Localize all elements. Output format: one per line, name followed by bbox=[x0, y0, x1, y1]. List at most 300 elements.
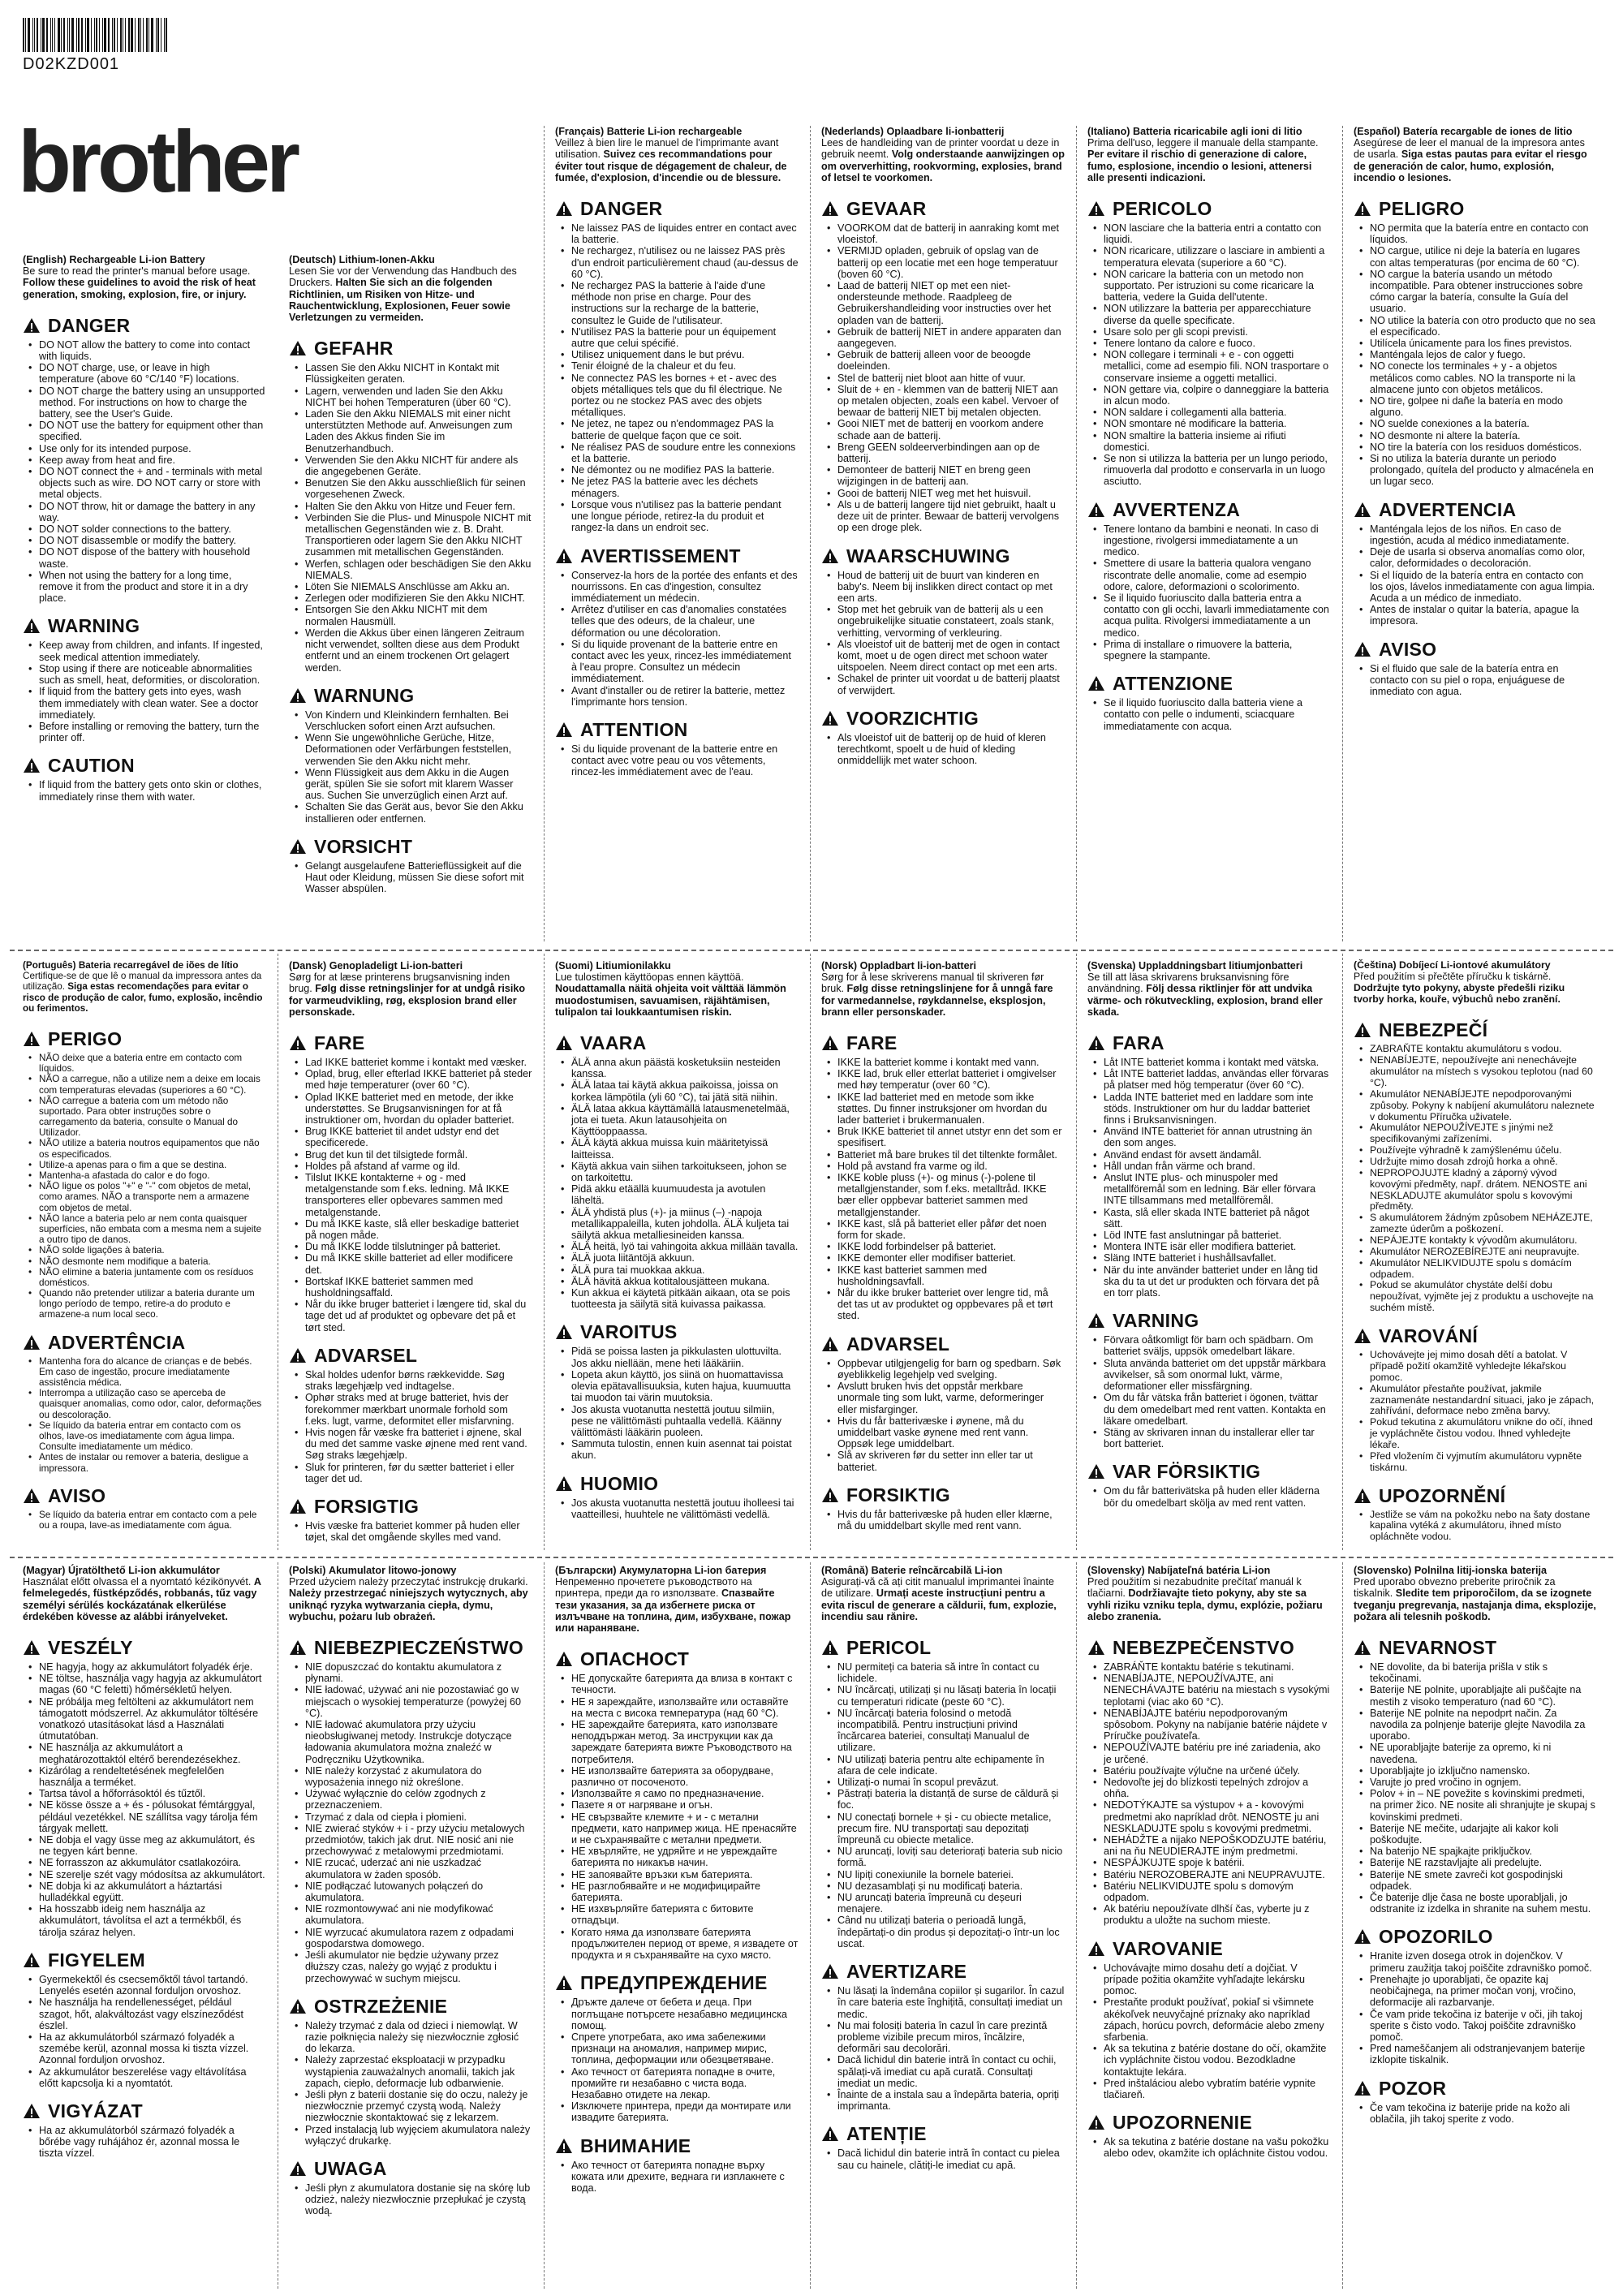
hazard-block bbox=[821, 1637, 1065, 1949]
hazard-heading-text: NEBEZPEČENSTVO bbox=[1113, 1637, 1295, 1659]
intro-guideline: Dodržujte tyto pokyny, abyste předešli riziku tvorby horka, kouře, výbuchů nebo zranění. bbox=[1354, 981, 1565, 1005]
warning-triangle-icon bbox=[555, 200, 573, 217]
warning-triangle-icon bbox=[555, 1324, 573, 1340]
list-item: • Lad IKKE batteriet komme i kontakt med væsker. bbox=[305, 1057, 532, 1068]
list-item: • Pokud tekutina z akumulátoru vnikne do očí, ihned je vypláchněte čistou vodou. Ihned vyhledejte lékaře. bbox=[1370, 1417, 1597, 1451]
list-item: • Werden die Akkus über einen längeren Zeitraum nicht verwendet, sollten diese aus dem Produkt entfernt und an einem trockenen Ort gelagert werden. bbox=[305, 627, 532, 674]
section-intro bbox=[555, 960, 799, 1018]
warning-triangle-icon bbox=[289, 687, 307, 704]
hazard-list bbox=[1087, 1485, 1331, 1508]
hazard-block bbox=[1354, 1325, 1597, 1473]
list-item: • Se líquido da bateria entrar em contacto com a pele ou a roupa, lave-as imediatamente com água. bbox=[39, 1510, 266, 1531]
list-item: • Benutzen Sie den Akku ausschließlich für seinen vorgesehenen Zweck. bbox=[305, 477, 532, 500]
section-title: Polnilna litij-ionska baterija bbox=[1414, 1565, 1547, 1576]
hazard-block bbox=[289, 1032, 532, 1333]
list-item: • Utilícela únicamente para los fines previstos. bbox=[1370, 338, 1597, 349]
hazard-heading-text: AVERTIZARE bbox=[846, 1961, 967, 1983]
list-item: • Als vloeistof uit de batterij met de ogen in contact komt, moet u de ogen direct met schoon water uitspoelen. Neem direct contact op met een arts. bbox=[837, 639, 1065, 674]
list-item: • Si du liquide provenant de la batterie entre en contact avec les yeux, rincez-les immédiatement à l'eau propre. Consultez un médecin immédiatement. bbox=[571, 639, 799, 685]
hazard-block bbox=[821, 1333, 1065, 1473]
intro-guideline: Siga estas recomendações para evitar o risco de produção de calor, fumo, explosão, incêndio ou ferimentos. bbox=[23, 981, 263, 1014]
hazard-heading-text: ОПАСНОСТ bbox=[580, 1648, 690, 1670]
list-item: • NE használja az akkumulátort a meghatározottaktól eltérő berendezésekhez. bbox=[39, 1742, 266, 1764]
language-section bbox=[1087, 1565, 1331, 2160]
language-section bbox=[1354, 960, 1597, 1543]
hazard-list bbox=[821, 2147, 1065, 2170]
hazard-block bbox=[23, 1028, 266, 1320]
list-item: • DO NOT charge the battery using an unsupported method. For instructions on how to charge the battery, see the User's Guide. bbox=[39, 386, 266, 420]
section-intro bbox=[1354, 126, 1597, 183]
list-item: • Använd INTE batteriet för annan utrustning än den som anges. bbox=[1104, 1126, 1331, 1148]
hazard-block bbox=[1354, 1926, 1597, 2066]
list-item: • НЕ изхвърляйте батерията с битовите отпадъци. bbox=[571, 1903, 799, 1926]
list-item: • NE szerelje szét vagy módosítsa az akkumulátort. bbox=[39, 1869, 266, 1880]
list-item: • Verbinden Sie die Plus- und Minuspole NICHT mit metallischen Gegenständen wie z. B. Draht. Transportieren oder lagern Sie den Akku NICHT zusammen mit metallischen Gegenständen. bbox=[305, 512, 532, 558]
list-item: • Batériu používajte výlučne na určené účely. bbox=[1104, 1765, 1331, 1777]
list-item: • Tartsa távol a hőforrásoktól és tűztől. bbox=[39, 1788, 266, 1799]
list-item: • Keep away from children, and infants. If ingested, seek medical attention immediately. bbox=[39, 640, 266, 662]
hazard-heading bbox=[289, 2158, 532, 2179]
hazard-heading-text: NEBEZPEČÍ bbox=[1379, 1019, 1488, 1041]
language-label: (Español) bbox=[1354, 126, 1401, 137]
hazard-heading bbox=[289, 1996, 532, 2017]
language-label: (English) bbox=[23, 254, 67, 265]
intro-guideline: Noudattamalla näitä ohjeita voit välttää lämmön muodostumisen, savuamisen, räjähtämisen, tulipalon tai loukkaantumisen riskin. bbox=[555, 983, 786, 1018]
list-item: • Păstrați bateria la distanță de surse de căldură și foc. bbox=[837, 1788, 1065, 1811]
list-item: • Manténgala lejos de los niños. En caso de ingestión, acuda al médico inmediatamente. bbox=[1370, 523, 1597, 546]
hazard-heading bbox=[555, 1321, 799, 1342]
list-item: • DO NOT dispose of the battery with household waste. bbox=[39, 546, 266, 569]
section-intro bbox=[1087, 1565, 1331, 1622]
hazard-block bbox=[821, 708, 1065, 767]
hazard-heading-text: OPOZORILO bbox=[1379, 1926, 1493, 1948]
list-item: • NU conectați bornele + și - cu obiecte metalice, precum fire. NU transportați sau depozitați împreună cu obiecte metalice. bbox=[837, 1811, 1065, 1846]
list-item: • НЕ зареждайте батерията, като използвате неподдържан метод. За инструкции как да зареждате батерията вижте Ръководството на потребителя. bbox=[571, 1719, 799, 1765]
hazard-heading-text: ADVARSEL bbox=[846, 1333, 950, 1355]
hazard-heading bbox=[23, 1028, 266, 1049]
list-item: • Antes de instalar o quitar la batería, apague la impresora. bbox=[1370, 604, 1597, 627]
list-item: • Akumulátor NELIKVIDUJTE spolu s domácím odpadem. bbox=[1370, 1258, 1597, 1281]
list-item: • N'utilisez PAS la batterie pour un équipement autre que celui spécifié. bbox=[571, 326, 799, 349]
section-intro bbox=[1087, 126, 1331, 183]
list-item: • Na baterijo NE spajkajte priključkov. bbox=[1370, 1846, 1597, 1857]
section-intro bbox=[821, 126, 1065, 183]
list-item: • НЕ хвърляйте, не удряйте и не увреждайте батерията по никакъв начин. bbox=[571, 1846, 799, 1868]
hazard-heading-text: VORSICHT bbox=[314, 835, 413, 857]
list-item: • Pidä akku etäällä kuumuudesta ja avotulen läheltä. bbox=[571, 1183, 799, 1206]
hazard-heading-text: ATENȚIE bbox=[846, 2123, 927, 2145]
list-item: • Akumulátor NEROZEBÍREJTE ani neupravujte. bbox=[1370, 1247, 1597, 1258]
list-item: • Låt INTE batteriet laddas, användas eller förvaras på platser med hög temperatur (över 60 °C). bbox=[1104, 1068, 1331, 1091]
intro-text: Sørg for at læse printerens brugsanvisning inden brug. bbox=[289, 971, 510, 995]
list-item: • Anslut INTE plus- och minuspoler med metallföremål som en ledning. Bär eller förvara INTE tillsammans med metallföremål. bbox=[1104, 1172, 1331, 1207]
list-item: • Laden Sie den Akku NIEMALS mit einer nicht unterstützten Methode auf. Anweisungen zum Laden des Akkus finden Sie im Benutzerhandbuch. bbox=[305, 408, 532, 454]
hazard-block bbox=[1354, 1485, 1597, 1544]
list-item: • Používejte výhradně k zamýšlenému účelu. bbox=[1370, 1145, 1597, 1157]
list-item: • Bruk IKKE batteriet til annet utstyr enn det som er spesifisert. bbox=[837, 1126, 1065, 1148]
list-item: • När du inte använder batteriet under en lång tid ska du ta ut det ur produkten och förvara det på en torr plats. bbox=[1104, 1264, 1331, 1299]
hazard-block bbox=[1354, 198, 1597, 488]
hazard-block bbox=[555, 1972, 799, 2123]
list-item: • Löd INTE fast anslutningar på batteriet. bbox=[1104, 1230, 1331, 1241]
hazard-heading bbox=[23, 2100, 266, 2122]
hazard-heading bbox=[23, 315, 266, 336]
intro-guideline: Følg disse retningslinjene for å unngå fare for varmedannelse, røykdannelse, eksplosjon, brann eller personskader. bbox=[821, 983, 1053, 1018]
hazard-list bbox=[1354, 2102, 1597, 2125]
hazard-block bbox=[23, 315, 266, 605]
list-item: • ÄLÄ lataa tai käytä akkua paikoissa, joissa on korkea lämpötila (yli 60 °C), tai jätä sitä niihin. bbox=[571, 1079, 799, 1102]
list-item: • Pokud se akumulátor chystáte delší dobu nepoužívat, vyjměte jej z produktu a uschovejte na suchém místě. bbox=[1370, 1280, 1597, 1314]
hazard-heading bbox=[555, 719, 799, 740]
hazard-heading-text: UWAGA bbox=[314, 2157, 387, 2179]
list-item: • NO tire la batería con los residuos domésticos. bbox=[1370, 442, 1597, 453]
hazard-heading bbox=[289, 685, 532, 706]
hazard-list bbox=[821, 732, 1065, 767]
warning-triangle-icon bbox=[821, 2126, 839, 2142]
hazard-heading bbox=[821, 1032, 1065, 1053]
hazard-list bbox=[821, 222, 1065, 533]
list-item: • ZABRAŇTE kontaktu akumulátoru s vodou. bbox=[1370, 1044, 1597, 1055]
warning-triangle-icon bbox=[1087, 1941, 1105, 1957]
list-item: • ÄLÄ anna akun päästä kosketuksiin nesteiden kanssa. bbox=[571, 1057, 799, 1079]
warning-triangle-icon bbox=[1354, 1488, 1371, 1504]
hazard-heading bbox=[1354, 1926, 1597, 1947]
warning-triangle-icon bbox=[1354, 1928, 1371, 1945]
list-item: • NU dezasamblați și nu modificați bateria. bbox=[837, 1880, 1065, 1892]
hazard-heading bbox=[1087, 1637, 1331, 1658]
hazard-heading bbox=[1087, 1310, 1331, 1331]
intro-guideline: Följ dessa riktlinjer för att undvika värme- och rökutveckling, explosion, brand eller skada. bbox=[1087, 983, 1323, 1018]
list-item: • Gebruik de batterij alleen voor de beoogde doeleinden. bbox=[837, 349, 1065, 372]
list-item: • Prima di installare o rimuovere la batteria, spegnere la stampante. bbox=[1104, 639, 1331, 661]
list-item: • Polov + in – NE povežite s kovinskimi predmeti, na primer žico. NE nosite ali shranjujte je skupaj s kovinskimi predmeti. bbox=[1370, 1788, 1597, 1823]
hazard-heading-text: PERIGO bbox=[48, 1027, 123, 1049]
hazard-heading bbox=[555, 545, 799, 566]
list-item: • NU aruncați, loviți sau deteriorați bateria sub nicio formă. bbox=[837, 1846, 1065, 1868]
list-item: • If liquid from the battery gets into eyes, wash them immediately with clean water. See a doctor immediately. bbox=[39, 686, 266, 721]
document-code: D02KZD001 bbox=[23, 55, 120, 73]
hazard-block bbox=[1354, 1019, 1597, 1314]
intro-text: Pred uporabo obvezno preberite priročnik za tiskalnik. bbox=[1354, 1576, 1556, 1600]
hazard-list bbox=[23, 1053, 266, 1320]
hazard-block bbox=[289, 338, 532, 673]
list-item: • DO NOT use the battery for equipment other than specified. bbox=[39, 420, 266, 442]
barcode bbox=[23, 18, 169, 52]
column-divider bbox=[810, 1562, 811, 2289]
hazard-heading-text: FIGYELEM bbox=[48, 1949, 145, 1971]
list-item: • NÃO carregue a bateria com um método não suportado. Para obter instruções sobre o carregamento da bateria, consulte o Manual do Utilizador. bbox=[39, 1096, 266, 1139]
hazard-heading-text: AVVERTENZA bbox=[1113, 498, 1241, 520]
intro-text: Se till att läsa skrivarens bruksanvisning före användning. bbox=[1087, 971, 1289, 995]
hazard-block bbox=[23, 2100, 266, 2160]
language-label: (Română) bbox=[821, 1565, 869, 1576]
list-item: • Ne réalisez PAS de soudure entre les connexions et la batterie. bbox=[571, 442, 799, 464]
list-item: • NEPROPOJUJTE kladný a záporný vývod kovovými předměty, např. drátem. NENOSTE ani NESKLADUJTE akumulátor spolu s kovovými předměty. bbox=[1370, 1168, 1597, 1213]
language-section bbox=[821, 126, 1065, 766]
section-title: Bateria recarregável de iões de lítio bbox=[78, 960, 239, 971]
list-item: • Schalten Sie das Gerät aus, bevor Sie den Akku installieren oder entfernen. bbox=[305, 801, 532, 824]
list-item: • Uchovávejte jej mimo dosah dětí a batolat. V případě požití okamžitě vyhledejte lékařskou pomoc. bbox=[1370, 1350, 1597, 1384]
list-item: • Когато няма да използвате батерията продължителен период от време, я извадете от продукта и я съхранявайте на сухо място. bbox=[571, 1927, 799, 1962]
list-item: • Az akkumulátor beszerelése vagy eltávolítása előtt kapcsolja ki a nyomtatót. bbox=[39, 2066, 266, 2089]
list-item: • Se il liquido fuoriuscito dalla batteria viene a contatto con pelle o indumenti, sciacquare immediatamente con acqua. bbox=[1104, 697, 1331, 732]
list-item: • Usare solo per gli scopi previsti. bbox=[1104, 326, 1331, 338]
list-item: • Hold på avstand fra varme og ild. bbox=[837, 1161, 1065, 1172]
language-section bbox=[821, 960, 1065, 1531]
list-item: • Hvis du får batterivæske på huden eller klærne, må du umiddelbart skylle med rent vann. bbox=[837, 1509, 1065, 1531]
section-title: Dobíjecí Li-iontové akumulátory bbox=[1399, 959, 1551, 971]
hazard-block bbox=[1354, 2078, 1597, 2125]
list-item: • Jeśli płyn z akumulatora dostanie się na skórę lub odzież, należy niezwłocznie przepłukać je czystą wodą. bbox=[305, 2182, 532, 2217]
list-item: • Ne démontez ou ne modifiez PAS la batterie. bbox=[571, 464, 799, 476]
hazard-heading bbox=[821, 1333, 1065, 1355]
list-item: • NU aruncați bateria împreună cu deșeuri menajere. bbox=[837, 1892, 1065, 1915]
list-item: • VOORKOM dat de batterij in aanraking komt met vloeistof. bbox=[837, 222, 1065, 245]
list-item: • Varujte jo pred vročino in ognjem. bbox=[1370, 1777, 1597, 1788]
list-item: • Kizárólag a rendeltetésének megfelelően használja a terméket. bbox=[39, 1765, 266, 1788]
hazard-heading-text: ADVARSEL bbox=[314, 1344, 418, 1366]
intro-text: Před použitím si přečtěte příručku k tiskárně. bbox=[1354, 970, 1552, 982]
hazard-heading-text: DANGER bbox=[580, 198, 663, 220]
list-item: • DO NOT allow the battery to come into contact with liquids. bbox=[39, 339, 266, 362]
list-item: • Před vložením či vyjmutím akumulátoru vypněte tiskárnu. bbox=[1370, 1451, 1597, 1474]
list-item: • NON ricaricare, utilizzare o lasciare in ambienti a temperatura elevata (superiore a 60 °C). bbox=[1104, 245, 1331, 268]
hazard-list bbox=[1354, 523, 1597, 627]
section-intro bbox=[23, 1565, 266, 1622]
list-item: • Nu lăsați la îndemâna copiilor și sugarilor. În cazul în care bateria este înghițită, consultați imediat un medic. bbox=[837, 1985, 1065, 2020]
section-title: Litiumionilakku bbox=[596, 960, 671, 971]
list-item: • Använd endast för avsett ändamål. bbox=[1104, 1149, 1331, 1161]
list-item: • Lagern, verwenden und laden Sie den Akku NICHT bei hohen Temperaturen (über 60 °C). bbox=[305, 386, 532, 408]
hazard-list bbox=[555, 1497, 799, 1520]
intro-text: Asigurați-vă că ați citit manualul imprimantei înainte de utilizare. bbox=[821, 1576, 1054, 1600]
language-label: (Български) bbox=[555, 1565, 617, 1576]
hazard-block bbox=[1354, 1637, 1597, 1915]
hazard-heading bbox=[555, 1032, 799, 1053]
section-intro bbox=[23, 254, 266, 300]
hazard-heading bbox=[1354, 198, 1597, 219]
hazard-heading-text: VAROVÁNÍ bbox=[1379, 1325, 1479, 1347]
list-item: • Utilize-a apenas para o fim a que se destina. bbox=[39, 1160, 266, 1170]
hazard-block bbox=[23, 1949, 266, 2089]
column-divider bbox=[1342, 954, 1343, 1550]
warning-triangle-icon bbox=[289, 2160, 307, 2177]
hazard-heading-text: DANGER bbox=[48, 314, 131, 336]
language-section bbox=[555, 1565, 799, 2194]
hazard-block bbox=[821, 1961, 1065, 2112]
intro-text: Prima dell'uso, leggere il manuale della stampante. bbox=[1087, 137, 1319, 149]
list-item: • Jos akusta vuotanutta nestettä joutuu silmiin, pese ne välittömästi puhtaalla vedellä. Käänny välittömästi lääkärin puoleen. bbox=[571, 1404, 799, 1439]
hazard-block bbox=[289, 1496, 532, 1543]
list-item: • Manténgala lejos de calor y fuego. bbox=[1370, 349, 1597, 360]
warning-triangle-icon bbox=[1354, 1328, 1371, 1344]
language-section bbox=[555, 960, 799, 1520]
list-item: • Halten Sie den Akku von Hitze und Feuer fern. bbox=[305, 501, 532, 512]
hazard-heading-text: VARNING bbox=[1113, 1310, 1199, 1332]
hazard-list bbox=[1354, 663, 1597, 698]
list-item: • NE töltse, használja vagy hagyja az akkumulátort magas (60 °C feletti) hőmérsékletű helyen. bbox=[39, 1673, 266, 1695]
hazard-block bbox=[555, 2135, 799, 2195]
hazard-list bbox=[1354, 1044, 1597, 1314]
list-item: • Baterije NE mečite, udarjajte ali kakor koli poškodujte. bbox=[1370, 1823, 1597, 1846]
language-label: (Svenska) bbox=[1087, 960, 1136, 971]
warning-triangle-icon bbox=[289, 1035, 307, 1051]
section-intro bbox=[289, 254, 532, 323]
list-item: • Hvis du får batterivæske i øynene, må du umiddelbart vaske øynene med rent vann. Oppsøk lege umiddelbart. bbox=[837, 1415, 1065, 1450]
list-item: • Gooi NIET met de batterij en voorkom andere schade aan de batterij. bbox=[837, 418, 1065, 441]
hazard-block bbox=[821, 198, 1065, 533]
hazard-list bbox=[821, 1509, 1065, 1531]
hazard-heading bbox=[1087, 673, 1331, 694]
list-item: • Ne jetez PAS la batterie avec les déchets ménagers. bbox=[571, 476, 799, 498]
hazard-heading-text: ВНИМАНИЕ bbox=[580, 2134, 691, 2156]
list-item: • Wenn Flüssigkeit aus dem Akku in die Augen gerät, spülen Sie sie sofort mit klarem Wasser aus. Suchen Sie unverzüglich einen Arzt auf. bbox=[305, 767, 532, 802]
hazard-list bbox=[555, 1997, 799, 2123]
list-item: • Akumulátor přestaňte používat, jakmile zaznamenáte nestandardní situaci, jako je zápach, zahřívání, deformace nebo změna barvy. bbox=[1370, 1384, 1597, 1418]
list-item: • NU lipiți conexiunile la bornele bateriei. bbox=[837, 1869, 1065, 1880]
hazard-heading-text: OSTRZEŻENIE bbox=[314, 1995, 448, 2017]
section-intro bbox=[1354, 1565, 1597, 1622]
language-section bbox=[23, 960, 266, 1531]
list-item: • Se non si utilizza la batteria per un lungo periodo, rimuoverla dal prodotto e conservarla in un luogo asciutto. bbox=[1104, 453, 1331, 488]
list-item: • Baterije NE smete zavreči kot gospodinjski odpadek. bbox=[1370, 1869, 1597, 1892]
list-item: • Înainte de a instala sau a îndepărta bateria, opriți imprimanta. bbox=[837, 2089, 1065, 2112]
list-item: • Keep away from heat and fire. bbox=[39, 454, 266, 466]
list-item: • NON collegare i terminali + e - con oggetti metallici, come ad esempio fili. NON trasportare o conservare insieme a oggetti metallici. bbox=[1104, 349, 1331, 384]
language-section bbox=[289, 960, 532, 1543]
language-label: (Italiano) bbox=[1087, 126, 1130, 137]
list-item: • Utilizați-o numai în scopul prevăzut. bbox=[837, 1777, 1065, 1788]
list-item: • NON smaltire la batteria insieme ai rifiuti domestici. bbox=[1104, 430, 1331, 453]
warning-triangle-icon bbox=[821, 1336, 839, 1352]
list-item: • ÄLÄ yhdistä plus (+)- ja miinus (–) -napoja metallikappaleilla, kuten johdolla. ÄLÄ kuljeta tai säilytä akkua metalliesineiden kanssa. bbox=[571, 1207, 799, 1242]
list-item: • NO utilice la batería con otro producto que no sea el especificado. bbox=[1370, 315, 1597, 338]
list-item: • Stop using if there are noticeable abnormalities such as smell, heat, deformities, or discoloration. bbox=[39, 663, 266, 686]
list-item: • Prenehajte jo uporabljati, če opazite kaj neobičajnega, na primer močan vonj, vročino, deformacije ali razbarvanje. bbox=[1370, 1974, 1597, 2009]
list-item: • Interrompa a utilização caso se aperceba de quaisquer anomalias, como odor, calor, deformações ou descoloração. bbox=[39, 1388, 266, 1420]
list-item: • ÄLÄ käytä akkua muissa kuin määritetyissä laitteissa. bbox=[571, 1137, 799, 1160]
list-item: • DO NOT connect the + and - terminals with metal objects such as wire. DO NOT carry or store with metal objects. bbox=[39, 466, 266, 501]
section-title: Újratölthető Li-ion akkumulátor bbox=[67, 1565, 220, 1576]
hazard-list bbox=[1087, 697, 1331, 732]
list-item: • Als u de batterij langere tijd niet gebruikt, haalt u deze uit de printer. Bewaar de batterij vervolgens op een droge plek. bbox=[837, 499, 1065, 534]
list-item: • NO suelde conexiones a la batería. bbox=[1370, 418, 1597, 429]
list-item: • Hranite izven dosega otrok in dojenčkov. V primeru zaužitja takoj poiščite zdravniško pomoč. bbox=[1370, 1950, 1597, 1973]
hazard-heading-text: NIEBEZPIECZEŃSTWO bbox=[314, 1637, 524, 1659]
list-item: • NIE wyrzucać akumulatora razem z odpadami gospodarstwa domowego. bbox=[305, 1927, 532, 1949]
list-item: • НЕ я зареждайте, използвайте или оставяйте на места с висока температура (над 60 °C). bbox=[571, 1696, 799, 1719]
hazard-heading bbox=[555, 1648, 799, 1669]
language-section bbox=[821, 1565, 1065, 2171]
hazard-heading bbox=[23, 1949, 266, 1971]
list-item: • Avant d'installer ou de retirer la batterie, mettez l'imprimante hors tension. bbox=[571, 685, 799, 708]
section-intro bbox=[289, 1565, 532, 1622]
list-item: • Stel de batterij niet bloot aan hitte of vuur. bbox=[837, 373, 1065, 384]
hazard-list bbox=[1354, 1350, 1597, 1473]
hazard-list bbox=[1354, 222, 1597, 488]
hazard-list bbox=[289, 362, 532, 673]
section-intro bbox=[555, 126, 799, 183]
list-item: • NE uporabljajte baterije za opremo, ki ni navedena. bbox=[1370, 1742, 1597, 1764]
intro-text: Veillez à bien lire le manuel de l'imprimante avant utilisation. bbox=[555, 137, 779, 161]
list-item: • Når du ikke bruker batteriet over lengre tid, må det tas ut av produktet og oppbevares på et tørt sted. bbox=[837, 1287, 1065, 1322]
list-item: • IKKE lad, bruk eller etterlat batteriet i omgivelser med høy temperatur (over 60 °C). bbox=[837, 1068, 1065, 1091]
hazard-block bbox=[555, 1321, 799, 1461]
list-item: • NÃO a carregue, não a utilize nem a deixe em locais com temperaturas elevadas (superiores a 60 °C). bbox=[39, 1074, 266, 1095]
hazard-heading bbox=[1354, 2078, 1597, 2099]
hazard-heading-text: AVISO bbox=[1379, 638, 1437, 660]
list-item: • Mantenha-a afastada do calor e do fogo. bbox=[39, 1170, 266, 1181]
hazard-heading bbox=[555, 1473, 799, 1494]
hazard-block bbox=[23, 1485, 266, 1531]
warning-triangle-icon bbox=[289, 1347, 307, 1363]
hazard-list bbox=[23, 1974, 266, 2089]
hazard-list bbox=[1087, 1962, 1331, 2100]
hazard-heading bbox=[555, 198, 799, 219]
hazard-heading-text: VAROVANIE bbox=[1113, 1937, 1224, 1959]
list-item: • Slå av skriveren før du setter inn eller tar ut batteriet. bbox=[837, 1450, 1065, 1472]
list-item: • Če baterije dlje časa ne boste uporabljali, jo odstranite iz izdelka in shranite na suhem mestu. bbox=[1370, 1892, 1597, 1915]
hazard-list bbox=[1354, 1510, 1597, 1544]
warning-triangle-icon bbox=[23, 618, 41, 634]
list-item: • NENABÍJEJTE, nepoužívejte ani nenechávejte akumulátor na místech s vysokou teplotou (nad 60 °C). bbox=[1370, 1055, 1597, 1089]
warning-triangle-icon bbox=[1354, 2080, 1371, 2096]
list-item: • NO desmonte ni altere la batería. bbox=[1370, 430, 1597, 442]
hazard-heading-text: NEVARNOST bbox=[1379, 1637, 1497, 1659]
hazard-list bbox=[23, 339, 266, 605]
list-item: • Пазете я от нагряване и огън. bbox=[571, 1799, 799, 1811]
list-item: • Avslutt bruken hvis det oppstår merkbare unormale ting som lukt, varme, deformeringer eller misfarginger. bbox=[837, 1381, 1065, 1415]
list-item: • Nu mai folosiți bateria în cazul în care prezintă probleme vizibile precum miros, încălzire, deformări sau decolorări. bbox=[837, 2020, 1065, 2055]
hazard-heading-text: AVISO bbox=[48, 1484, 106, 1506]
hazard-heading bbox=[289, 1032, 532, 1053]
list-item: • NIE podłączać lutowanych połączeń do akumulatora. bbox=[305, 1880, 532, 1903]
list-item: • Breng GEEN soldeerverbindingen aan op de batterij. bbox=[837, 442, 1065, 464]
list-item: • Montera INTE isär eller modifiera batteriet. bbox=[1104, 1241, 1331, 1252]
list-item: • Hvis nogen får væske fra batteriet i øjnene, skal du med det samme vaske øjnene med rent vand. Søg straks lægehjælp. bbox=[305, 1427, 532, 1462]
warning-triangle-icon bbox=[555, 1475, 573, 1492]
list-item: • Stäng av skrivaren innan du installerar eller tar bort batteriet. bbox=[1104, 1427, 1331, 1450]
language-label: (Norsk) bbox=[821, 960, 858, 971]
hazard-list bbox=[1087, 2136, 1331, 2159]
list-item: • Akumulátor NENABÍJEJTE nepodporovanými způsoby. Pokyny k nabíjení akumulátoru naleznete v dokumentu Příručka uživatele. bbox=[1370, 1089, 1597, 1123]
list-item: • Oppbevar utilgjengelig for barn og spedbarn. Søk øyeblikkelig legehjelp ved svelging. bbox=[837, 1358, 1065, 1381]
hazard-list bbox=[23, 640, 266, 743]
hazard-heading bbox=[289, 1496, 532, 1517]
brother-logo: brother bbox=[18, 112, 296, 210]
section-title: Uppladdningsbart litiumjonbatteri bbox=[1139, 960, 1303, 971]
hazard-block bbox=[289, 1637, 532, 1984]
hazard-list bbox=[289, 860, 532, 895]
list-item: • Când nu utilizați bateria o perioadă lungă, îndepărtați-o din produs și depozitați-o într-un loc uscat. bbox=[837, 1915, 1065, 1949]
section-title: Lithium-Ionen-Akku bbox=[338, 254, 435, 265]
language-section bbox=[1354, 1565, 1597, 2125]
list-item: • ÄLÄ hävitä akkua kotitalousjätteen mukana. bbox=[571, 1276, 799, 1287]
hazard-list bbox=[289, 1661, 532, 1984]
list-item: • NIE należy korzystać z akumulatora do wyposażenia innego niż określone. bbox=[305, 1765, 532, 1788]
column-divider bbox=[1342, 126, 1343, 941]
list-item: • IKKE la batteriet komme i kontakt med vann. bbox=[837, 1057, 1065, 1068]
hazard-heading-text: VAR FÖRSIKTIG bbox=[1113, 1461, 1261, 1483]
hazard-block bbox=[555, 1473, 799, 1520]
hazard-list bbox=[821, 570, 1065, 696]
section-intro bbox=[821, 960, 1065, 1018]
list-item: • Če vam pride tekočina iz baterije v oči, jih takoj sperite s čisto vodo. Takoj poiščite zdravniško pomoč. bbox=[1370, 2009, 1597, 2044]
language-label: (Português) bbox=[23, 960, 76, 971]
warning-triangle-icon bbox=[23, 1334, 41, 1350]
list-item: • Oplad IKKE batteriet med en metode, der ikke understøttes. Se Brugsanvisningen for at få instruktioner om, hvordan du oplader batteriet. bbox=[305, 1092, 532, 1126]
hazard-heading bbox=[821, 545, 1065, 566]
